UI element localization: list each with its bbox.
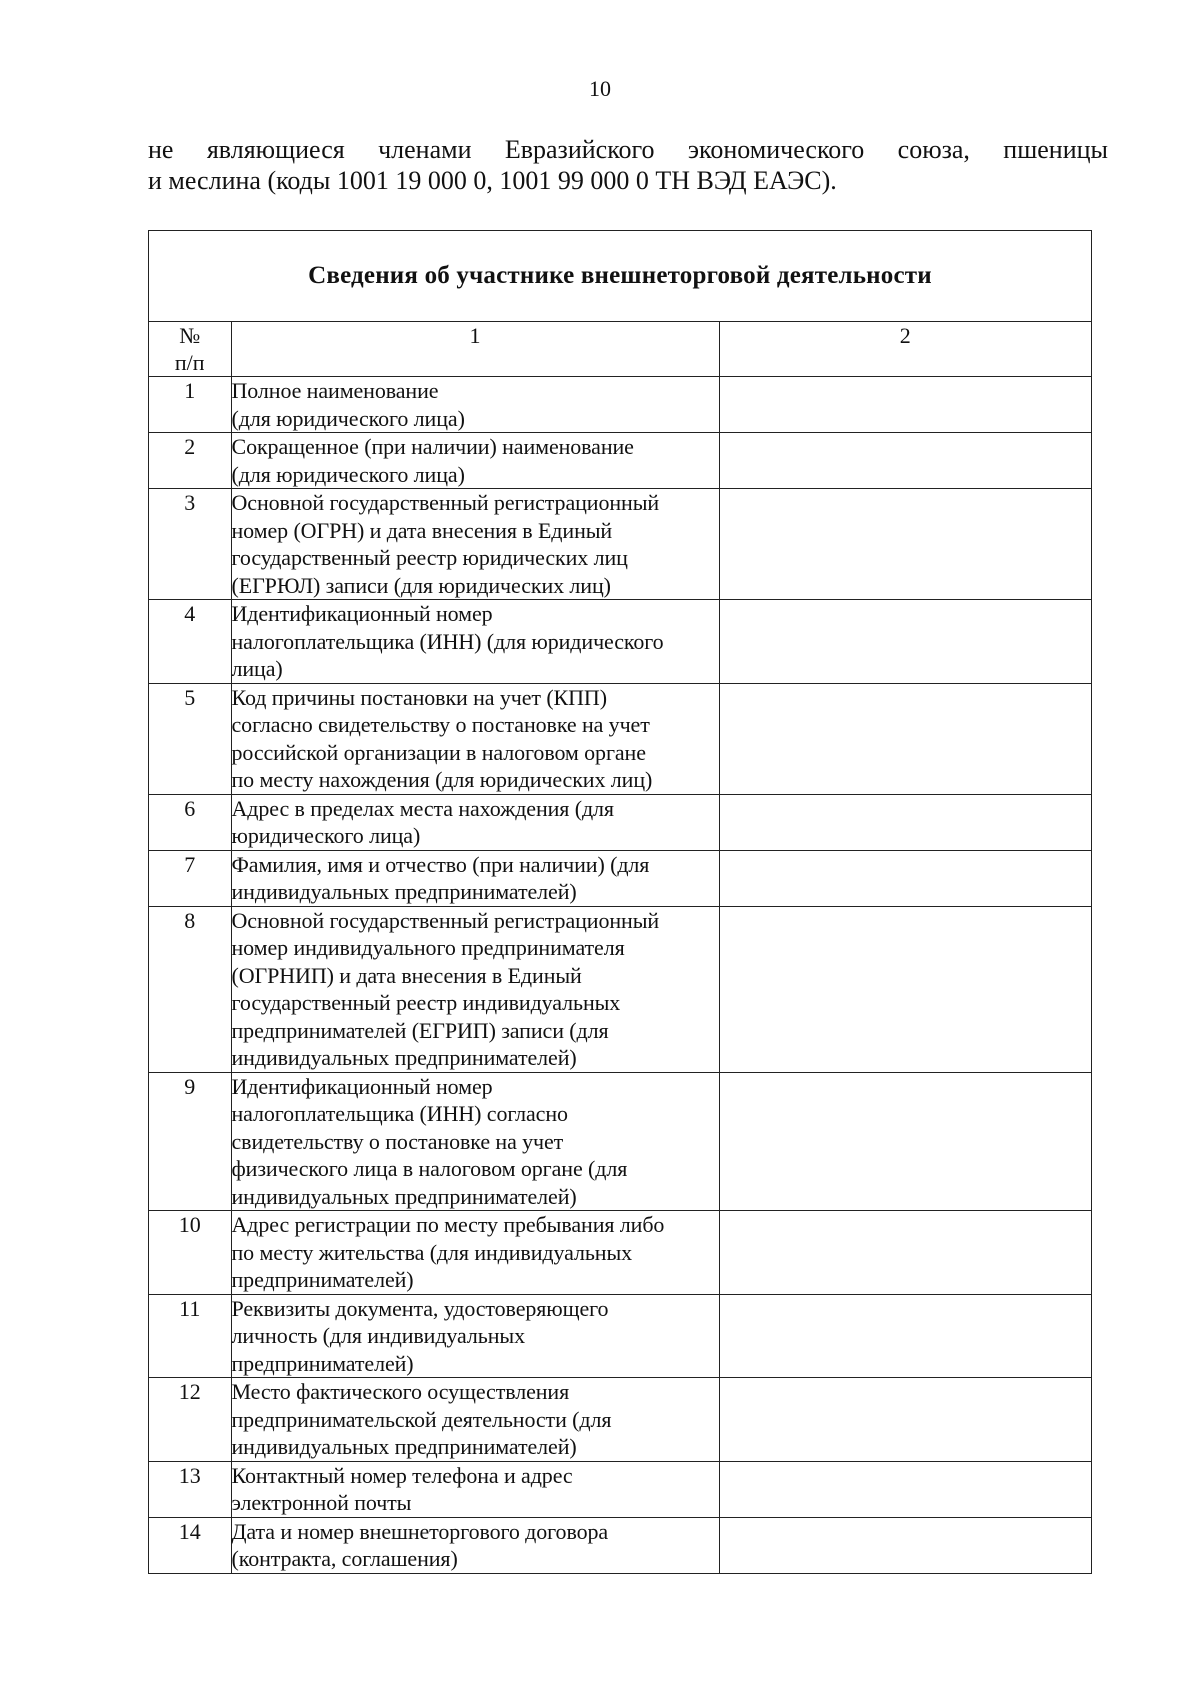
field-description-line: Полное наименование bbox=[231, 378, 439, 403]
header-column-1: 1 bbox=[231, 322, 719, 377]
field-description-line: Дата и номер внешнеторгового договора bbox=[231, 1518, 609, 1544]
row-number: 11 bbox=[149, 1294, 231, 1378]
table-row bbox=[149, 433, 1091, 489]
field-description-line: по месту нахождения (для юридических лиц) bbox=[231, 767, 653, 792]
header-number-sign: № bbox=[179, 323, 201, 348]
field-description bbox=[231, 1461, 719, 1517]
field-description-line: (ОГРНИП) и дата внесения в Единый bbox=[231, 962, 582, 988]
table-row bbox=[149, 850, 1091, 906]
field-description bbox=[231, 1211, 719, 1295]
participant-info-table bbox=[149, 322, 1091, 1573]
field-description-line: (для юридического лица) bbox=[231, 405, 465, 431]
field-description bbox=[231, 1378, 719, 1462]
field-description-line: Основной государственный регистрационный bbox=[231, 490, 660, 515]
field-description-line: предпринимателей) bbox=[231, 1267, 414, 1292]
field-description-line: лица) bbox=[231, 656, 283, 681]
field-description-line: согласно свидетельству о постановке на учет bbox=[231, 712, 650, 737]
intro-line-1: не являющиеся членами Евразийского экономического союза, пшеницы bbox=[148, 135, 1108, 164]
field-description-line: Место фактического осуществления bbox=[231, 1379, 570, 1404]
field-value bbox=[719, 433, 1091, 489]
field-description bbox=[231, 1517, 719, 1573]
field-description-line: Реквизиты документа, удостоверяющего bbox=[231, 1295, 609, 1321]
row-number: 9 bbox=[149, 1072, 231, 1211]
field-description-line: Контактный номер телефона и адрес bbox=[231, 1462, 573, 1488]
table-body bbox=[149, 377, 1091, 1573]
row-number: 4 bbox=[149, 600, 231, 684]
field-description-line: индивидуальных предпринимателей) bbox=[231, 879, 577, 904]
row-number: 10 bbox=[149, 1211, 231, 1295]
table-row bbox=[149, 1211, 1091, 1295]
field-value bbox=[719, 377, 1091, 433]
field-value bbox=[719, 1072, 1091, 1211]
field-description bbox=[231, 850, 719, 906]
field-description-line: номер (ОГРН) и дата внесения в Единый bbox=[231, 517, 613, 543]
field-description-line: Фамилия, имя и отчество (при наличии) (для bbox=[231, 851, 650, 877]
table-row bbox=[149, 906, 1091, 1072]
field-description-line: государственный реестр индивидуальных bbox=[231, 990, 621, 1015]
participant-info-form bbox=[148, 230, 1092, 1574]
field-description-line: предпринимателей (ЕГРИП) записи (для bbox=[231, 1017, 609, 1043]
page-number: 10 bbox=[589, 76, 611, 101]
field-description-line: Основной государственный регистрационный bbox=[231, 907, 660, 933]
field-description-line: (для юридического лица) bbox=[231, 461, 465, 487]
field-description-line: (контракта, соглашения) bbox=[231, 1546, 458, 1571]
field-description bbox=[231, 683, 719, 794]
field-description-line: Код причины постановки на учет (КПП) bbox=[231, 684, 607, 710]
table-row bbox=[149, 1072, 1091, 1211]
field-description bbox=[231, 377, 719, 433]
field-description-line: налогоплательщика (ИНН) согласно bbox=[231, 1101, 568, 1126]
field-description-line: индивидуальных предпринимателей) bbox=[231, 1183, 577, 1209]
field-description-line: Идентификационный номер bbox=[231, 601, 493, 626]
row-number: 12 bbox=[149, 1378, 231, 1462]
table-row bbox=[149, 1294, 1091, 1378]
table-header-row bbox=[149, 322, 1091, 377]
header-column-2: 2 bbox=[719, 322, 1091, 377]
field-description-line: Идентификационный номер bbox=[231, 1073, 493, 1099]
field-description bbox=[231, 489, 719, 600]
row-number: 13 bbox=[149, 1461, 231, 1517]
table-row bbox=[149, 1461, 1091, 1517]
row-number: 6 bbox=[149, 794, 231, 850]
intro-paragraph bbox=[148, 134, 1108, 196]
field-value bbox=[719, 850, 1091, 906]
field-description-line: личность (для индивидуальных bbox=[231, 1323, 525, 1348]
row-number: 14 bbox=[149, 1517, 231, 1573]
table-row bbox=[149, 683, 1091, 794]
field-description-line: индивидуальных предпринимателей) bbox=[231, 1045, 577, 1070]
row-number: 5 bbox=[149, 683, 231, 794]
table-row bbox=[149, 1378, 1091, 1462]
row-number: 2 bbox=[149, 433, 231, 489]
table-row bbox=[149, 600, 1091, 684]
field-description-line: российской организации в налоговом органе bbox=[231, 739, 646, 765]
field-value bbox=[719, 1378, 1091, 1462]
field-description bbox=[231, 433, 719, 489]
field-value bbox=[719, 906, 1091, 1072]
field-value bbox=[719, 489, 1091, 600]
field-value bbox=[719, 1517, 1091, 1573]
field-description-line: свидетельству о постановке на учет bbox=[231, 1128, 564, 1154]
field-value bbox=[719, 600, 1091, 684]
row-number: 3 bbox=[149, 489, 231, 600]
field-description bbox=[231, 1294, 719, 1378]
form-title: Сведения об участнике внешнеторговой деятельности bbox=[149, 231, 1091, 322]
header-row-number bbox=[149, 322, 231, 377]
field-value bbox=[719, 683, 1091, 794]
field-value bbox=[719, 794, 1091, 850]
field-description-line: по месту жительства (для индивидуальных bbox=[231, 1239, 633, 1265]
table-row bbox=[149, 377, 1091, 433]
table-row bbox=[149, 1517, 1091, 1573]
field-description-line: индивидуальных предпринимателей) bbox=[231, 1434, 577, 1459]
field-description bbox=[231, 600, 719, 684]
header-number-abbrev: п/п bbox=[174, 350, 205, 375]
table-row bbox=[149, 794, 1091, 850]
field-description-line: государственный реестр юридических лиц bbox=[231, 545, 628, 570]
row-number: 1 bbox=[149, 377, 231, 433]
field-description-line: налогоплательщика (ИНН) (для юридического bbox=[231, 628, 664, 654]
field-description-line: Адрес регистрации по месту пребывания либо bbox=[231, 1212, 665, 1237]
field-description-line: предпринимателей) bbox=[231, 1350, 414, 1376]
intro-line-2: и меслина (коды 1001 19 000 0, 1001 99 000 0 ТН ВЭД ЕАЭС). bbox=[148, 166, 837, 195]
field-value bbox=[719, 1294, 1091, 1378]
field-value bbox=[719, 1211, 1091, 1295]
field-value bbox=[719, 1461, 1091, 1517]
field-description-line: (ЕГРЮЛ) записи (для юридических лиц) bbox=[231, 572, 611, 598]
field-description-line: номер индивидуального предпринимателя bbox=[231, 935, 625, 960]
field-description-line: Адрес в пределах места нахождения (для bbox=[231, 795, 614, 821]
row-number: 8 bbox=[149, 906, 231, 1072]
field-description-line: физического лица в налоговом органе (для bbox=[231, 1156, 628, 1181]
field-description-line: предпринимательской деятельности (для bbox=[231, 1406, 612, 1432]
field-description-line: Сокращенное (при наличии) наименование bbox=[231, 434, 634, 459]
field-description bbox=[231, 1072, 719, 1211]
field-description bbox=[231, 906, 719, 1072]
field-description-line: юридического лица) bbox=[231, 823, 421, 848]
field-description-line: электронной почты bbox=[231, 1490, 412, 1515]
field-description bbox=[231, 794, 719, 850]
table-row bbox=[149, 489, 1091, 600]
row-number: 7 bbox=[149, 850, 231, 906]
